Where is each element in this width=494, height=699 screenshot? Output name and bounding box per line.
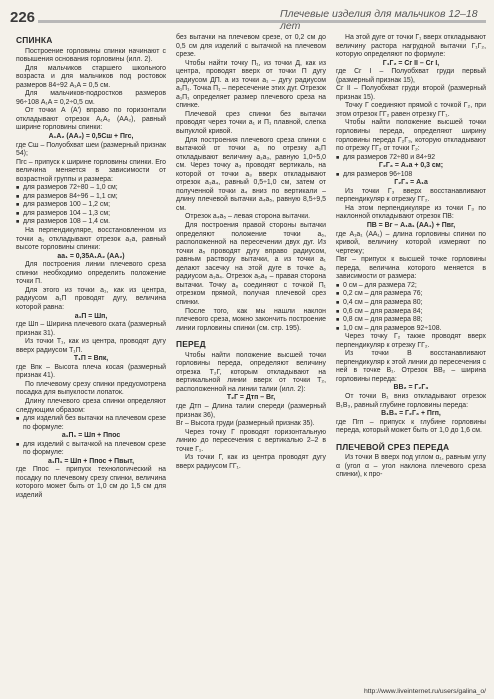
paragraph: От точки B₁ вниз откладывают отрезок B₁B₃, равный глубине горловины переда:: [336, 392, 486, 409]
list-item: ■ 0,2 см – для размера 76;: [336, 290, 486, 299]
list-item: ■ для размеров 108 – 1,4 см.: [16, 218, 166, 227]
paragraph: Пгс – припуск к ширине горловины спинки. Его величина меняется в зависимости от возрастной группы и размера:: [16, 158, 166, 183]
formula: ПВ = Вг – A₁a₁ (AA₁) + Пвг,: [366, 222, 456, 230]
paragraph: Пвг – припуск к высшей точке горловины переда, величина которого меняется в зависимости от размера:: [336, 256, 486, 281]
formula: a₁П₁ = Шп + Ппос + Пвыт,: [47, 457, 135, 465]
paragraph: Для построения плечевого среза спинки с вытачкой от точки a₁ по отрезку a₁П откладывают величину a₁a₃, равную 1,0÷5,0 см. Через точку a₃ проводят вертикаль, на которой от точки a₃ вверх откладывают отрезок a₃a₄, равный 0,5÷1,0 см, затем от полученной точки a₄ вниз по вертикали – длину плечевой вытачки a₄a₅, равную 8,5÷9,5 см.: [176, 136, 326, 212]
paragraph: где Дтп – Длина талии спереди (размерный признак 36),: [176, 402, 326, 419]
formula: Т₁П = Впк,: [73, 355, 109, 363]
list-item: ■ для изделий без вытачки на плечевом срезе по формуле:: [16, 415, 166, 432]
paragraph: Для построения правой стороны вытачки определяют положение точки a₆, расположенной на пересечении двух дуг. Из точки a₅ проводят дугу вправо радиусом, равным раствору вытачки, а из точки a₁ делают засечку на этой дуге в точке a₆ радиусом a₁a₄. Отрезок a₅a₆ – правая сторона вытачки. Точку a₆ соединяют с точкой П₁ отрезком прямой, получая плечевой срез спинки.: [176, 222, 326, 306]
formula: Т₂Г = Дтп – Вг,: [226, 394, 276, 402]
paragraph: Из точки Г₃ вверх восстанавливают перпендикуляр к отрезку ГГ₂.: [336, 187, 486, 204]
paragraph: Для построения линии плечевого среза спинки необходимо определить положение точки П.: [16, 261, 166, 286]
page-number: 226: [10, 9, 36, 26]
list-item: ■ 0,8 см – для размера 88;: [336, 316, 486, 325]
formula: Г₂Г₃ = A₁a: [394, 179, 428, 187]
paragraph: где Сш – Полуобхват шеи (размерный признак 54);: [16, 141, 166, 158]
list-item: ■ для размеров 72÷80 – 1,0 см;: [16, 184, 166, 193]
list-item: ■ 0 см – для размера 72;: [336, 282, 486, 291]
section-heading: ПЕРЕД: [176, 339, 206, 350]
paragraph: где Пгп – припуск к глубине горловины переда, который может быть от 1,0 до 1,6 см.: [336, 418, 486, 435]
paragraph: Длину плечевого среза спинки определяют следующим образом:: [16, 397, 166, 414]
paragraph: Из точки Г, как из центра проводят дугу вверх радиусом ГГ₁.: [176, 454, 326, 470]
paragraph: где A₁a₁ (AA₁) – длина горловины спинки по кривой, величину которой измеряют по чертежу;: [336, 230, 486, 255]
paragraph: После того, как мы нашли наклон плечевого среза, можно закончить построение линии горловины спинки (см. стр. 195).: [176, 307, 326, 332]
paragraph: где Впк – Высота плеча косая (размерный признак 41).: [16, 363, 166, 380]
formula: Г₁Г₂ = Сг II – Сг I,: [382, 59, 440, 67]
list-item: ■ 0,6 см – для размера 84;: [336, 308, 486, 317]
paragraph: где Шп – Ширина плечевого ската (размерный признак 31).: [16, 321, 166, 337]
paragraph: без вытачки на плечевом срезе, от 0,2 см до 0,5 см для изделий с вытачкой на плечевом срезе.: [176, 34, 326, 59]
list-item: ■ для размеров 84÷96 – 1,1 см;: [16, 193, 166, 202]
list-item: ■ для размеров 100 – 1,2 см;: [16, 201, 166, 210]
paragraph: Построение горловины спинки начинают с повышения основания горловины (илл. 2).: [16, 47, 166, 64]
paragraph: От точки А (А') вправо по горизонтали откладывают отрезок A₁A₂ (AA₂), равный ширине горловины спинки:: [16, 107, 166, 132]
paragraph: На перпендикуляре, восстановленном из точки a₁ откладывают отрезок a₁a, равный высоте горловины спинки:: [16, 227, 166, 252]
running-title: Плечевые изделия для мальчиков 12–18 лет: [280, 8, 478, 32]
paragraph: где Ппос – припуск технологический на посадку по плечевому срезу спинки, величина которого может быть от 1,0 см до 1,5 см для изделий: [16, 466, 166, 499]
text-column-left: [16, 34, 166, 501]
formula: aa₁ = 0,35A₁A₂ (AA₂): [57, 252, 125, 260]
text-column-middle: [176, 34, 326, 471]
text-column-right: [336, 34, 486, 480]
list-item: ■ для изделий с вытачкой на плечевом срезе по формуле:: [16, 441, 166, 458]
list-item: ■ для размеров 104 – 1,3 см;: [16, 210, 166, 219]
formula: a₁П₁ = Шп + Ппос: [61, 432, 121, 440]
section-heading: СПИНКА: [16, 35, 53, 45]
list-item: ■ 1,0 см – для размеров 92÷108.: [336, 325, 486, 334]
paragraph: Из точки Т₁, как из центра, проводят дугу вверх радиусом Т₁П.: [16, 338, 166, 354]
paragraph: Из точки В вверх под углом α₁, равным углу α (угол α – угол наклона плечевого среза спинки), к про-: [336, 454, 486, 479]
paragraph: где Сг I – Полуобхват груди первый (размерный признак 15),: [336, 68, 486, 84]
paragraph: Точку Г соединяют прямой с точкой Г₂, при этом отрезок ГГ₂ равен отрезку ГГ₁.: [336, 102, 486, 118]
paragraph: На этой дуге от точки Г₁ вверх откладывают величину растора нагрудной вытачки Г₁Г₂, которую определяют по формуле:: [336, 34, 486, 59]
paragraph: Из точки В восстанавливают перпендикуляр к этой линии до пересечения с ней в точке B₁. Отрезок ВВ₂ – ширина горловины переда:: [336, 350, 486, 383]
list-item: ■ 0,4 см – для размера 80;: [336, 299, 486, 308]
source-url: http://www.liveinternet.ru/users/galina_o/: [363, 688, 486, 695]
list-item: ■ для размеров 72÷80 и 84÷92: [336, 154, 486, 163]
paragraph: Чтобы найти точку П₁, из точки Д, как из центра, проводят вверх от точки П дугу радиусом ДП. а из точки a₁ – дугу радиусом a₁П₁. Точка П₁ – пересечение этих дуг. Отрезок a₁П₁ определяет размер плечевого среза на спинке.: [176, 59, 326, 110]
list-item: ■ для размеров 96÷108: [336, 171, 486, 180]
section-heading: ПЛЕЧЕВОЙ СРЕЗ ПЕРЕДА: [336, 441, 450, 452]
paragraph: Чтобы найти положение высшей точки горловины переда, определяют величину отрезка Т₂Г, которым откладывают на вертикальной линии вверх от точки Т₂, расположенной на линии талии (илл. 2):: [176, 351, 326, 393]
formula: A₁A₂ (AA₂) = 0,5Сш + Пгс,: [48, 133, 134, 141]
page-header: [0, 0, 494, 30]
paragraph: Через точку Г проводят горизонтальную линию до пересечения с вертикалью 2–2 в точке Г₁.: [176, 428, 326, 453]
formula: Г₂Г₃ = A₁a + 0,3 см;: [378, 162, 444, 170]
paragraph: Через точку Г₂ также проводят вверх перпендикуляр к отрезку ГГ₂.: [336, 333, 486, 349]
paragraph: На этом перпендикуляре из точки Г₃ по наклонной откладывают отрезок ПВ:: [336, 204, 486, 221]
paragraph: Для мальчиков-подростков размеров 96÷108 A₁A = 0,2÷0,5 см.: [16, 90, 166, 106]
paragraph: По плечевому срезу спинки предусмотрена посадка для выпуклости лопаток.: [16, 380, 166, 397]
formula: B₁B₃ = Г₂Г₃ + Пгп,: [381, 410, 441, 418]
paragraph: Отрезок a₄a₅ – левая сторона вытачки.: [185, 213, 311, 221]
paragraph: Вг – Высота груди (размерный признак 35).: [176, 420, 315, 428]
paragraph: Для этого из точки a₁, как из центра, радиусом a₁П проводят дугу, величина которой равна:: [16, 286, 166, 311]
paragraph: Плечевой срез спинки без вытачки проводят через точки a₁ и П₁ плавной, слегка выпуклой кривой.: [176, 110, 326, 136]
paragraph: Чтобы найти положение высшей точки горловины переда, определяют ширину горловины переда Г₂Г₃, которую откладывают по отрезку ГГ₂ от точки Г₂:: [336, 119, 486, 153]
paragraph: Сг II – Полуобхват груди второй (размерный признак 15).: [336, 85, 486, 101]
paragraph: Для мальчиков старшего школьного возраста и для мальчиков под ростовок размеров 84÷92 A₁A = 0,5 см.: [16, 64, 166, 89]
formula: ВВ₂ = Г₂Г₃: [393, 384, 429, 392]
formula: a₁П = Шп,: [74, 312, 108, 320]
